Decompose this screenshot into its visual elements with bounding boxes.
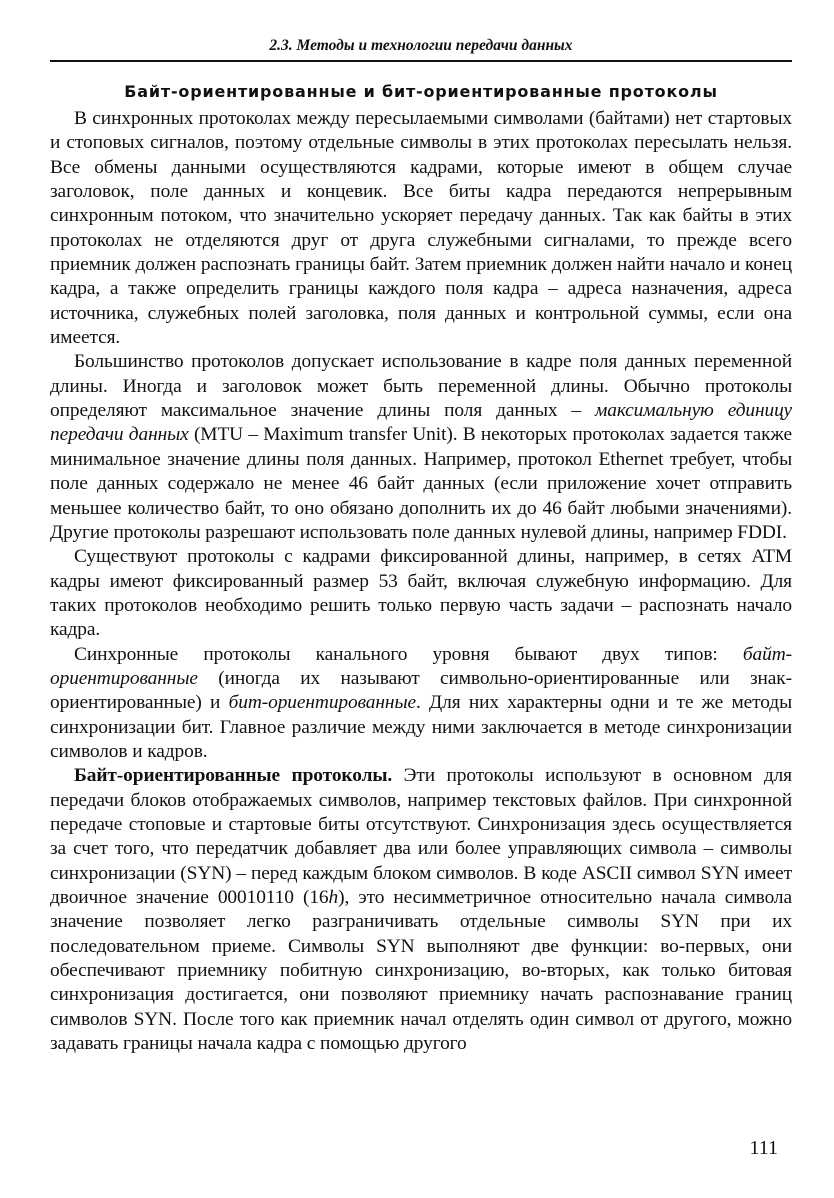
paragraph-text: (иногда их называют символьно-ориентированные или знак-ориентированные) и (50, 667, 792, 714)
emphasis-term: максимальную единицу передачи данных (50, 400, 792, 446)
run-in-heading: Байт-ориентированные протоколы. (74, 765, 393, 787)
paragraph-1 (50, 107, 792, 350)
section-heading: Байт-ориентированные и бит-ориентированные протоколы (124, 82, 718, 101)
page-body (50, 81, 792, 1056)
emphasis-term: бит-ориентированные (228, 692, 416, 714)
emphasis-term: h (328, 887, 339, 908)
paragraph-text: Большинство протоколов допускает использование в кадре поля данных переменной длины. Иногда и заголовок может быть переменной длины. Обычно протоколы определяют максимальное значение длины поля данных – (50, 351, 792, 422)
paragraph-text: Синхронные протоколы канального уровня бывают двух типов: (74, 643, 743, 665)
running-header: 2.3. Методы и технологии передачи данных (50, 36, 792, 62)
paragraph-text: . Для них характерны одни и те же методы синхронизации бит. Главное различие между ними заключается в методе синхронизации символов и кадров. (50, 692, 792, 762)
paragraph-text: В синхронных протоколах между пересылаемыми символами (байтами) нет стартовых и стоповых сигналов, поэтому отдельные символы в этих протоколах пересылать нельзя. Все обмены данными осуществляются кадрами, которые имеют в общем случае заголовок, поле данных и концевик. Все биты кадра передаются непрерывным синхронным потоком, что значительно ускоряет передачу данных. Так как байты в этих протоколах не отделяются друг от друга служебными сигналами, то прежде всего приемник должен распознать границы байт. Затем приемник должен найти начало и конец кадра, а также определить границы каждого поля кадра – адреса назначения, адреса источника, служебных полей заголовка, поля данных и контрольной суммы, если она имеется. (50, 108, 792, 349)
paragraph-text: Существуют протоколы с кадрами фиксированной длины, например, в сетях ATM кадры имеют фиксированный размер 53 байт, включая служебную информацию. Для таких протоколов необходимо решить только первую часть задачи – распознать начало кадра. (50, 546, 792, 641)
emphasis-term: байт-ориентированные (50, 643, 792, 689)
page-number: 111 (749, 1137, 778, 1159)
paragraph-text: (MTU – Maximum transfer Unit). В некоторых протоколах задается также минимальное значение длины поля данных. Например, протокол Ethernet требует, чтобы поле данных содержало не менее 46 байт данных (если приложение хочет отправить меньшее количество байт, то оно обязано дополнить их до 46 байт любыми значениями). Другие протоколы разрешают использовать поле данных нулевой длины, например FDDI. (50, 424, 792, 543)
paragraph-2 (50, 350, 792, 545)
paragraph-5 (50, 764, 792, 1056)
paragraph-4 (50, 643, 792, 765)
paragraph-text: Эти протоколы используют в основном для передачи блоков отображаемых символов, например текстовых файлов. При синхронной передаче стоповые и стартовые биты отсутствуют. Синхронизация здесь осуществляется за счет того, что передатчик добавляет два или более управляющих символа – символы синхронизации (SYN) – перед каждым блоком символов. В коде ASCII символ SYN имеет двоичное значение 00010110 (16 (50, 765, 792, 908)
paragraph-3 (50, 545, 792, 642)
paragraph-text: ), это несимметричное относительно начала символа значение позволяет легко разграничивать отдельные символы SYN при их последовательном приеме. Символы SYN выполняют две функции: во-первых, они обеспечивают приемнику побитную синхронизацию, во-вторых, как только битовая синхронизация достигается, они позволяют приемнику начать распознавание границ символов SYN. После того как приемник начал отделять один символ от другого, можно задавать границы начала кадра с помощью другого (50, 887, 792, 1055)
